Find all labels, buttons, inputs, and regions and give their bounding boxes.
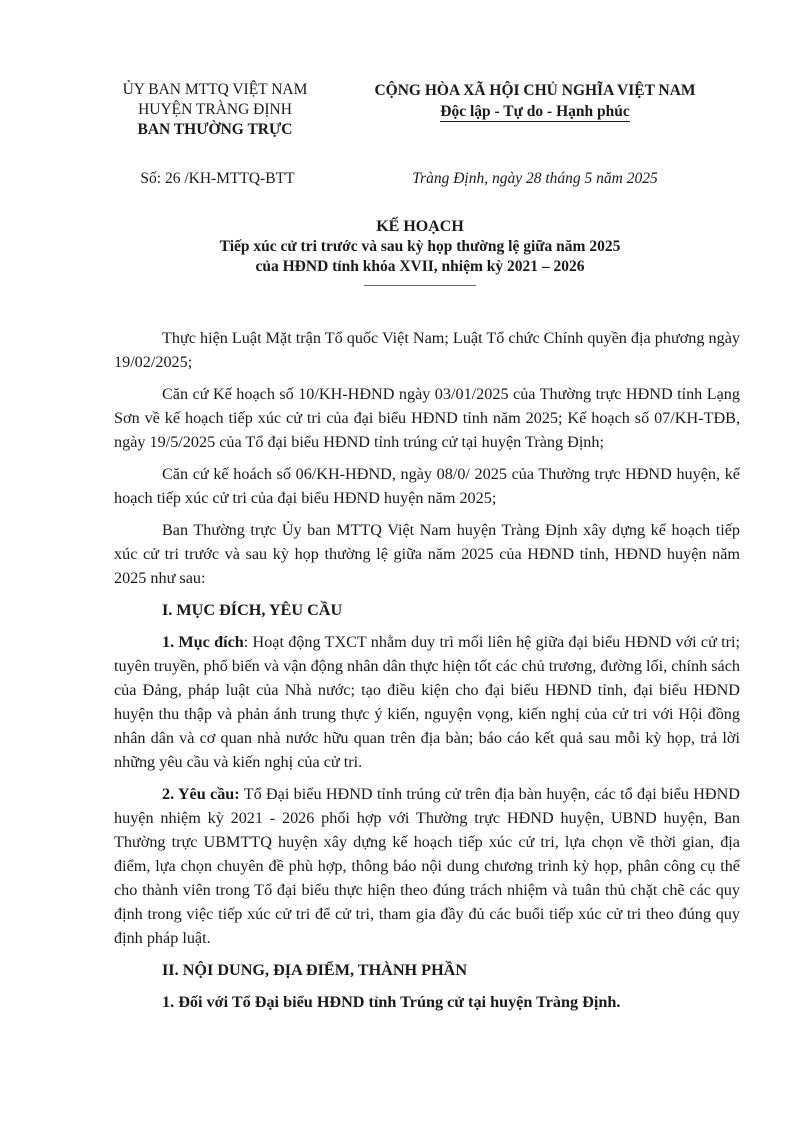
agency-line-1: ỦY BAN MTTQ VIỆT NAM [122,81,308,98]
document-title [100,217,740,286]
paragraph-plan-reference: Căn cứ Kế hoạch số 10/KH-HĐND ngày 03/01/2025 của Thường trực HĐND tỉnh Lạng Sơn về kế hoạch tiếp xúc cử tri của đại biểu HĐND tỉnh năm 2025; Kế hoạch số 07/KH-TĐB, ngày 19/5/2025 của Tổ đại biểu HĐND tỉnh trúng cử tại huyện Tràng Định; [114,385,740,451]
paragraph-purpose [114,630,740,774]
title-divider [364,285,476,286]
requirements-text: Tổ Đại biểu HĐND tỉnh trúng cử trên địa bàn huyện, các tổ đại biểu HĐND huyện nhiệm kỳ 2021 - 2026 phối hợp với Thường trực HĐND huyện, UBND huyện, Ban Thường trực UBMTTQ huyện xây dựng kế hoạch tiếp xúc cử tri, lựa chọn về thời gian, địa điểm, lựa chọn chuyên đề phù hợp, thông báo nội dung chương trình kỳ họp, phân công cụ thể cho thành viên trong Tổ đại biểu thực hiện theo đúng trách nhiệm và tuân thủ chặt chẽ các quy định trong việc tiếp xúc cử tri để cử tri, tham gia đầy đủ các buổi tiếp xúc cử tri theo đúng quy định pháp luật. [114,785,740,947]
section-heading-1: I. MỤC ĐÍCH, YÊU CẦU [162,601,343,619]
title-subtitle-1: Tiếp xúc cử tri trước và sau kỳ họp thường lệ giữa năm 2025 [219,238,621,255]
title-main: KẾ HOẠCH [376,218,464,235]
paragraph-legal-basis: Thực hiện Luật Mặt trận Tổ quốc Việt Nam; Luật Tổ chức Chính quyền địa phương ngày 19/02/2025; [114,329,740,371]
section-heading-2: II. NỘI DUNG, ĐỊA ĐIỂM, THÀNH PHẦN [162,961,468,979]
document-number: Số: 26 /KH-MTTQ-BTT [140,170,295,187]
motto: Độc lập - Tự do - Hạnh phúc [440,103,630,120]
requirements-label: 2. Yêu cầu: [162,785,240,803]
agency-line-2: HUYỆN TRÀNG ĐỊNH [138,101,292,118]
paragraph-district-reference: Căn cứ kế hoách số 06/KH-HĐND, ngày 08/0/ 2025 của Thường trực HĐND huyện, kế hoạch tiếp xúc cử tri của đại biểu HĐND huyện năm 2025; [114,465,740,507]
country-name: CỘNG HÒA XÃ HỘI CHỦ NGHĨA VIỆT NAM [374,82,696,99]
title-subtitle-2: của HĐND tỉnh khóa XVII, nhiệm kỳ 2021 – 2026 [255,258,585,275]
purpose-text: : Hoạt động TXCT nhằm duy trì mối liên hệ giữa đại biểu HĐND với cử tri; tuyên truyền, phổ biến và vận động nhân dân thực hiện tốt các chủ trương, đường lối, chính sách của Đảng, pháp luật của Nhà nước; tạo điều kiện cho đại biểu HĐND tỉnh, đại biểu HĐND huyện thu thập và phản ánh trung thực ý kiến, nguyện vọng, kiến nghị của cử tri với Hội đồng nhân dân và cơ quan nhà nước hữu quan trên địa bàn; báo cáo kết quả sau mỗi kỳ họp, trả lời những yêu cầu và kiến nghị của cử tri. [114,633,740,771]
paragraph-requirements [114,782,740,950]
purpose-label: 1. Mục đích [162,633,244,651]
subsection-heading-2-1: 1. Đối với Tổ Đại biểu HĐND tỉnh Trúng cử tại huyện Tràng Định. [162,993,621,1011]
paragraph-intro: Ban Thường trực Ủy ban MTTQ Việt Nam huyện Tràng Định xây dựng kế hoạch tiếp xúc cử tri trước và sau kỳ họp thường lệ giữa năm 2025 của HĐND tỉnh, HĐND huyện năm 2025 như sau: [114,521,740,587]
date-line: Tràng Định, ngày 28 tháng 5 năm 2025 [412,170,658,187]
document-body [114,326,740,1022]
issuing-agency-header [100,80,330,140]
national-motto-header [340,80,730,122]
agency-line-3: BAN THƯỜNG TRỰC [137,121,293,138]
